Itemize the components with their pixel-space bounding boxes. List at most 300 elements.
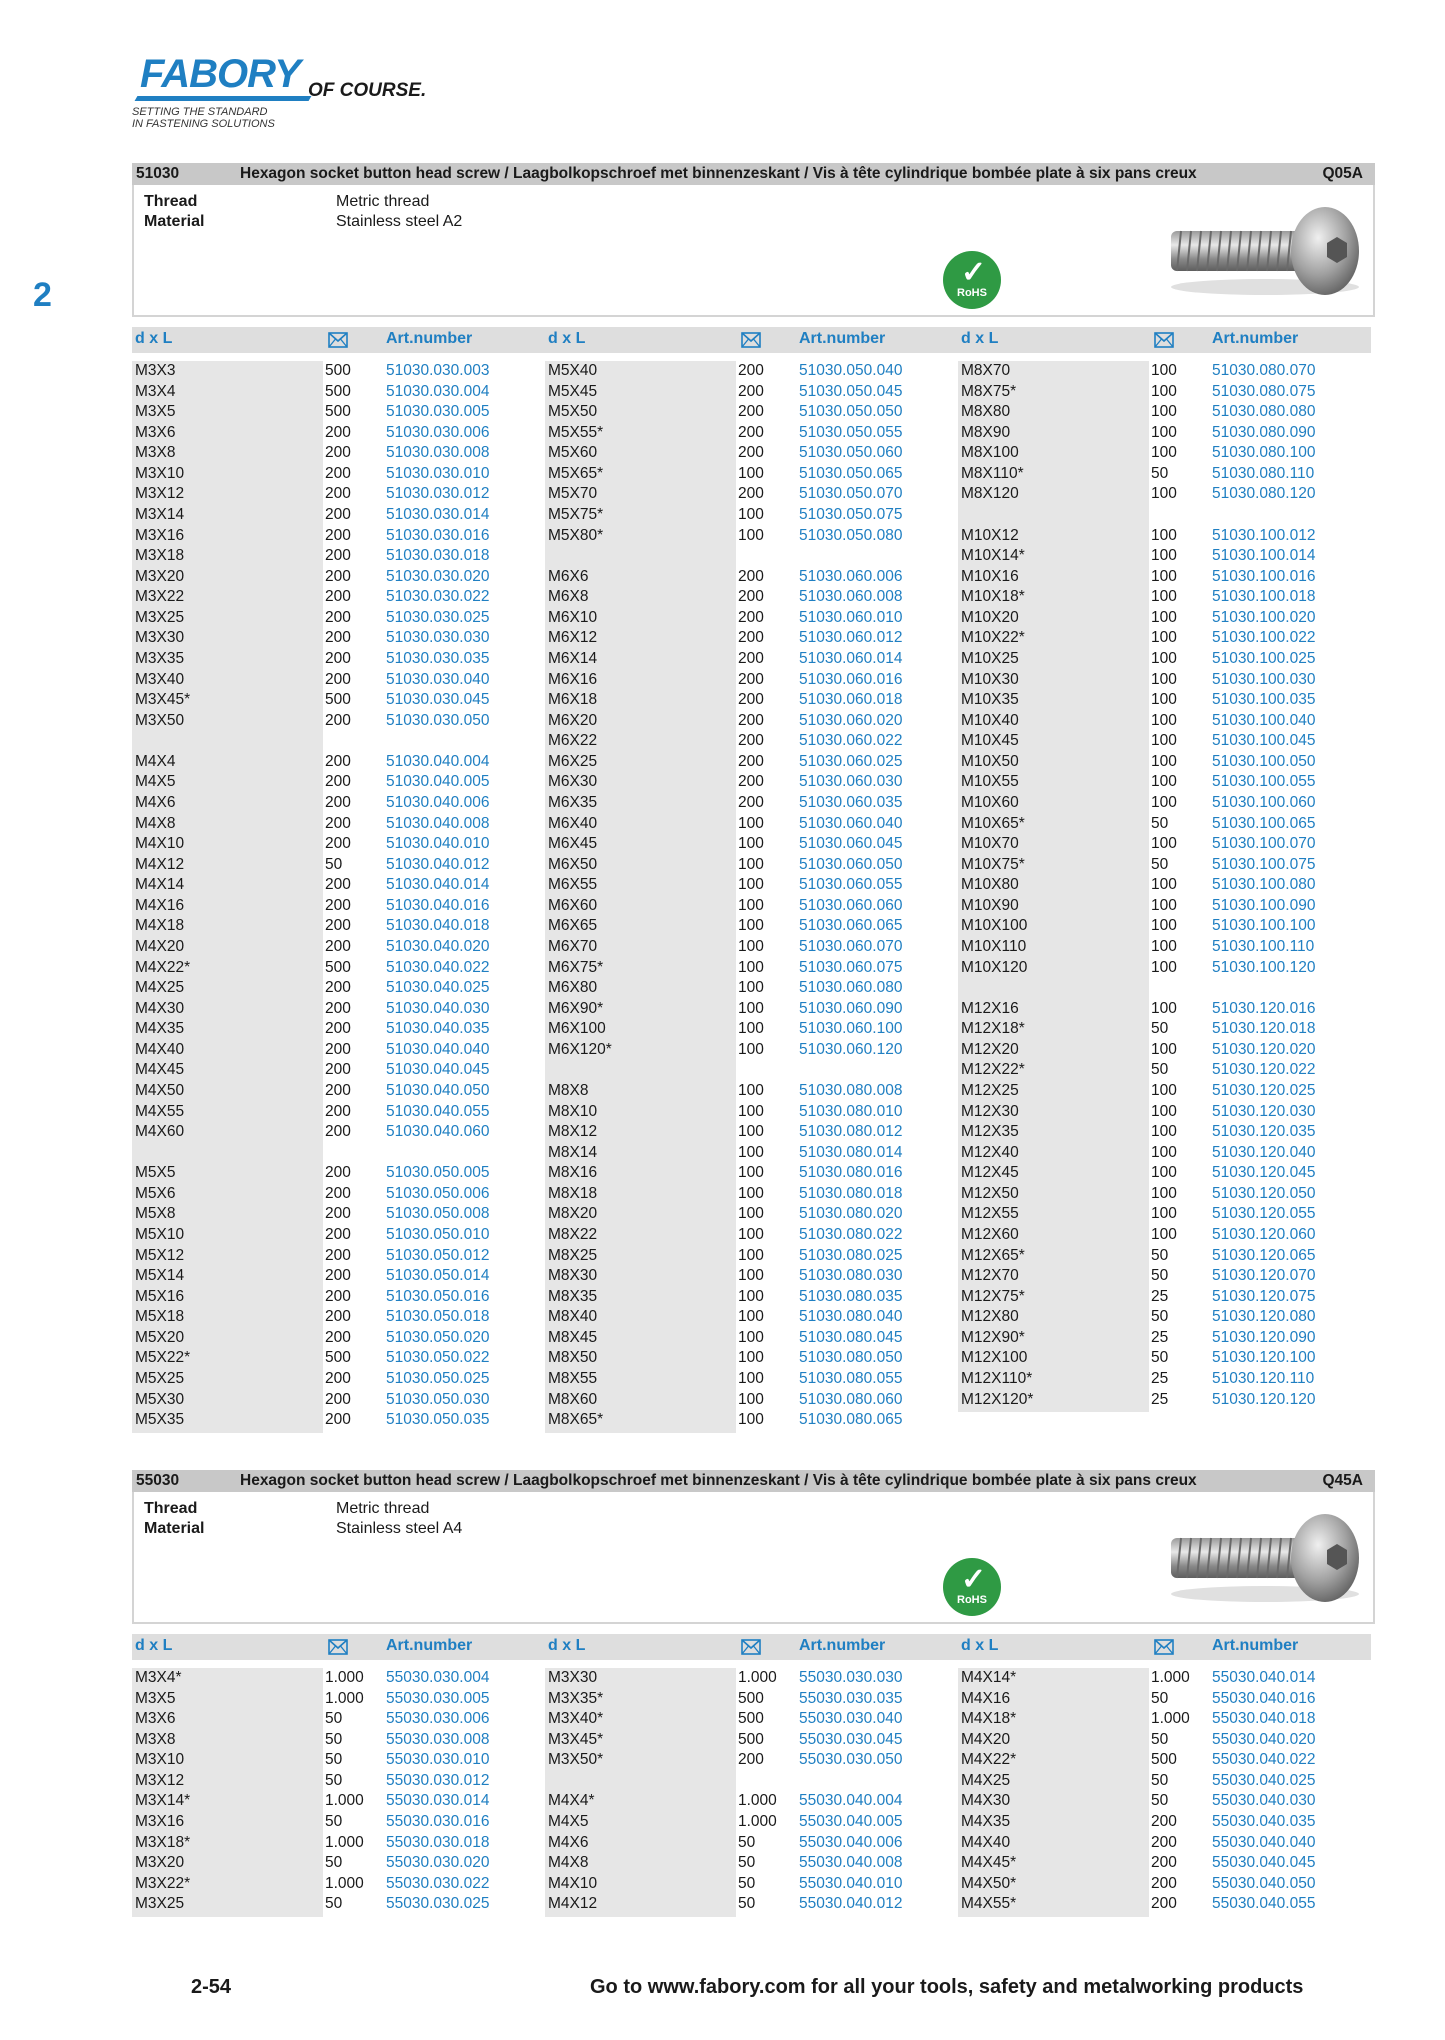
- article-number-link[interactable]: 51030.040.020: [386, 937, 490, 955]
- article-number-link[interactable]: 51030.050.022: [386, 1349, 490, 1367]
- size-dxl: M4X8: [548, 1854, 589, 1872]
- article-number-link[interactable]: 55030.040.030: [1212, 1792, 1316, 1810]
- article-number-link[interactable]: 55030.040.025: [1212, 1771, 1316, 1789]
- size-dxl: M5X55*: [548, 423, 604, 441]
- article-number-link[interactable]: 51030.040.004: [386, 752, 490, 770]
- table-row: [132, 1122, 545, 1143]
- article-number-link[interactable]: 51030.080.014: [799, 1143, 903, 1161]
- article-number-link[interactable]: 51030.120.030: [1212, 1102, 1316, 1120]
- article-number-link[interactable]: 51030.100.018: [1212, 588, 1316, 606]
- column-header: [958, 1634, 1371, 1660]
- article-number-link[interactable]: 51030.060.016: [799, 670, 903, 688]
- table-row: [132, 1791, 545, 1812]
- pack-quantity: 200: [325, 464, 351, 482]
- pack-quantity: 100: [738, 526, 764, 544]
- article-number-link[interactable]: 51030.060.022: [799, 732, 903, 750]
- pack-quantity: 100: [1151, 1102, 1177, 1120]
- table-row: [132, 1307, 545, 1328]
- article-number-link[interactable]: 51030.050.060: [799, 444, 903, 462]
- article-number-link[interactable]: 51030.040.010: [386, 835, 490, 853]
- article-number-link[interactable]: 51030.040.045: [386, 1061, 490, 1079]
- size-dxl: M5X40: [548, 362, 598, 379]
- article-number-link[interactable]: 51030.100.055: [1212, 773, 1316, 791]
- article-number-link[interactable]: 55030.040.012: [799, 1895, 903, 1913]
- article-number-link[interactable]: 51030.100.075: [1212, 855, 1316, 873]
- article-number-link[interactable]: 51030.080.055: [799, 1369, 903, 1387]
- article-number-link[interactable]: 51030.050.055: [799, 423, 903, 441]
- article-number-link[interactable]: 51030.060.120: [799, 1040, 903, 1058]
- table-row: [545, 731, 958, 752]
- article-number-link[interactable]: 51030.080.022: [799, 1225, 903, 1243]
- logo-slogan: OF COURSE.: [308, 80, 427, 101]
- article-number-link[interactable]: 55030.030.006: [386, 1710, 490, 1728]
- size-dxl: M10X70: [961, 835, 1019, 853]
- article-number-link[interactable]: 51030.100.035: [1212, 691, 1316, 709]
- article-number-link[interactable]: 51030.120.035: [1212, 1123, 1316, 1141]
- article-number-link[interactable]: 51030.080.025: [799, 1246, 903, 1264]
- article-number-link[interactable]: 51030.040.022: [386, 958, 490, 976]
- thread-label: Thread: [144, 193, 198, 210]
- article-number-link[interactable]: 51030.120.045: [1212, 1164, 1316, 1182]
- article-number-link[interactable]: 55030.030.012: [386, 1771, 490, 1789]
- article-number-link[interactable]: 51030.060.100: [799, 1020, 903, 1038]
- article-number-link[interactable]: 51030.050.018: [386, 1308, 490, 1326]
- header-dxl: d x L: [961, 1637, 999, 1654]
- article-number-link[interactable]: 51030.050.080: [799, 526, 903, 544]
- article-number-link[interactable]: 51030.060.008: [799, 588, 903, 606]
- table-row: [958, 443, 1371, 464]
- article-number-link[interactable]: 51030.120.090: [1212, 1328, 1316, 1346]
- article-number-link[interactable]: 55030.040.005: [799, 1812, 903, 1830]
- size-dxl: M10X45: [961, 732, 1019, 750]
- article-number-link[interactable]: 51030.120.018: [1212, 1020, 1316, 1038]
- size-dxl: M10X110: [961, 937, 1027, 955]
- article-number-link[interactable]: 51030.080.075: [1212, 382, 1316, 400]
- article-number-link[interactable]: 55030.030.035: [799, 1689, 903, 1707]
- table-row: [132, 937, 545, 958]
- size-dxl: M3X30: [135, 629, 185, 647]
- table-row: [132, 526, 545, 547]
- article-number-link[interactable]: 51030.040.055: [386, 1102, 490, 1120]
- pack-quantity: 200: [325, 1308, 351, 1326]
- article-number-link[interactable]: 51030.030.035: [386, 649, 490, 667]
- article-number-link[interactable]: 51030.100.120: [1212, 958, 1316, 976]
- pack-quantity: 100: [738, 1040, 764, 1058]
- size-dxl: M4X35: [135, 1020, 185, 1038]
- article-number-link[interactable]: 51030.080.012: [799, 1123, 903, 1141]
- article-number-link[interactable]: 51030.060.060: [799, 896, 903, 914]
- article-number-link[interactable]: 51030.050.025: [386, 1369, 490, 1387]
- article-number-link[interactable]: 55030.040.004: [799, 1792, 903, 1810]
- pack-quantity: 500: [325, 958, 351, 976]
- article-number-link[interactable]: 51030.040.018: [386, 917, 490, 935]
- article-number-link[interactable]: 55030.040.006: [799, 1833, 903, 1851]
- table-row: [545, 690, 958, 711]
- article-number-link[interactable]: 51030.050.014: [386, 1267, 490, 1285]
- article-number-link[interactable]: 51030.040.025: [386, 979, 490, 997]
- article-number-link[interactable]: 51030.120.022: [1212, 1061, 1316, 1079]
- size-dxl: M12X25: [961, 1081, 1019, 1099]
- pack-quantity: 200: [738, 691, 764, 709]
- size-dxl: M4X25: [961, 1771, 1011, 1789]
- pack-quantity: 100: [1151, 403, 1177, 421]
- article-number-link[interactable]: 55030.040.010: [799, 1874, 903, 1892]
- article-number-link[interactable]: 51030.030.005: [386, 403, 490, 421]
- article-number-link[interactable]: 51030.030.050: [386, 711, 490, 729]
- article-number-link[interactable]: 51030.030.012: [386, 485, 490, 503]
- article-number-link[interactable]: 51030.080.010: [799, 1102, 903, 1120]
- pack-quantity: 100: [1151, 588, 1177, 606]
- pack-quantity: 200: [325, 896, 351, 914]
- article-number-link[interactable]: 51030.100.040: [1212, 711, 1316, 729]
- pack-quantity: 200: [325, 547, 351, 565]
- table-row: [545, 505, 958, 526]
- table-row: [545, 608, 958, 629]
- article-number-link[interactable]: 55030.040.018: [1212, 1710, 1316, 1728]
- pack-quantity: 100: [738, 1123, 764, 1141]
- article-number-link[interactable]: 55030.030.005: [386, 1689, 490, 1707]
- article-number-link[interactable]: 51030.060.050: [799, 855, 903, 873]
- article-number-link[interactable]: 51030.060.070: [799, 937, 903, 955]
- article-number-link[interactable]: 51030.060.014: [799, 649, 903, 667]
- article-number-link[interactable]: 51030.080.035: [799, 1287, 903, 1305]
- size-dxl: M3X25: [135, 608, 185, 626]
- table-row: [132, 464, 545, 485]
- pack-quantity: 100: [738, 1102, 764, 1120]
- pack-quantity: 200: [325, 1061, 351, 1079]
- article-number-link[interactable]: 55030.030.008: [386, 1730, 490, 1748]
- article-number-link[interactable]: 51030.030.006: [386, 423, 490, 441]
- size-dxl: M4X40: [961, 1833, 1011, 1851]
- article-number-link[interactable]: 55030.040.022: [1212, 1751, 1316, 1769]
- article-number-link[interactable]: 51030.040.016: [386, 896, 490, 914]
- article-number-link[interactable]: 51030.100.070: [1212, 835, 1316, 853]
- pack-quantity: 100: [738, 1267, 764, 1285]
- size-dxl: M6X16: [548, 670, 598, 688]
- article-number-link[interactable]: 51030.100.050: [1212, 752, 1316, 770]
- article-number-link[interactable]: 51030.100.100: [1212, 917, 1316, 935]
- pack-quantity: 100: [738, 1164, 764, 1182]
- size-dxl: M12X80: [961, 1308, 1019, 1326]
- article-number-link[interactable]: 55030.030.004: [386, 1669, 490, 1686]
- article-number-link[interactable]: 55030.040.040: [1212, 1833, 1316, 1851]
- article-number-link[interactable]: 55030.030.040: [799, 1710, 903, 1728]
- article-number-link[interactable]: 51030.100.030: [1212, 670, 1316, 688]
- size-dxl: M5X80*: [548, 526, 604, 544]
- pack-quantity: 50: [1151, 464, 1169, 482]
- article-number-link[interactable]: 51030.100.060: [1212, 793, 1316, 811]
- size-dxl: M4X5: [548, 1812, 589, 1830]
- article-number-link[interactable]: 55030.030.045: [799, 1730, 903, 1748]
- article-number-link[interactable]: 51030.080.018: [799, 1184, 903, 1202]
- article-number-link[interactable]: 51030.050.005: [386, 1164, 490, 1182]
- size-dxl: M6X100: [548, 1020, 606, 1038]
- packaging-quantity-icon: [741, 332, 761, 353]
- pack-quantity: 100: [1151, 382, 1177, 400]
- size-dxl: M8X10: [548, 1102, 598, 1120]
- article-number-link[interactable]: 51030.120.110: [1212, 1369, 1315, 1387]
- table-row: [958, 587, 1371, 608]
- article-number-link[interactable]: 55030.030.014: [386, 1792, 490, 1810]
- article-number-link[interactable]: 51030.030.045: [386, 691, 490, 709]
- article-number-link[interactable]: 51030.080.030: [799, 1267, 903, 1285]
- table-row: [958, 649, 1371, 670]
- table-row: [132, 443, 545, 464]
- article-number-link[interactable]: 51030.080.065: [799, 1411, 903, 1429]
- article-number-link[interactable]: 51030.120.060: [1212, 1225, 1316, 1243]
- article-number-link[interactable]: 51030.050.010: [386, 1225, 490, 1243]
- article-number-link[interactable]: 55030.040.020: [1212, 1730, 1316, 1748]
- size-dxl: M10X12: [961, 526, 1019, 544]
- article-number-link[interactable]: 51030.030.010: [386, 464, 490, 482]
- pack-quantity: 100: [1151, 1123, 1177, 1141]
- pack-quantity: 200: [325, 814, 351, 832]
- pack-quantity: 50: [325, 1812, 343, 1830]
- size-dxl: M6X8: [548, 588, 589, 606]
- table-row: [958, 1709, 1371, 1730]
- article-number-link[interactable]: 51030.060.018: [799, 691, 903, 709]
- size-dxl: M3X40*: [548, 1710, 604, 1728]
- article-number-link[interactable]: 51030.060.010: [799, 608, 903, 626]
- article-number-link[interactable]: 51030.100.022: [1212, 629, 1316, 647]
- article-number-link[interactable]: 51030.030.003: [386, 362, 490, 379]
- article-number-link[interactable]: 51030.080.040: [799, 1308, 903, 1326]
- article-number-link[interactable]: 51030.050.075: [799, 505, 903, 523]
- size-dxl: M4X55*: [961, 1895, 1017, 1913]
- article-number-link[interactable]: 51030.100.045: [1212, 732, 1316, 750]
- article-number-link[interactable]: 51030.080.016: [799, 1164, 903, 1182]
- article-number-link[interactable]: 51030.040.035: [386, 1020, 490, 1038]
- pack-quantity: 200: [738, 382, 764, 400]
- article-number-link[interactable]: 51030.060.055: [799, 876, 903, 894]
- article-number-link[interactable]: 51030.120.050: [1212, 1184, 1316, 1202]
- article-number-link[interactable]: 51030.030.016: [386, 526, 490, 544]
- article-number-link[interactable]: 51030.100.110: [1212, 937, 1315, 955]
- size-dxl: M3X14*: [135, 1792, 191, 1810]
- table-row: [545, 526, 958, 547]
- table-row: [132, 793, 545, 814]
- size-dxl: M12X70: [961, 1267, 1019, 1285]
- article-number-link[interactable]: 51030.030.014: [386, 505, 490, 523]
- pack-quantity: 100: [1151, 547, 1177, 565]
- article-number-link[interactable]: 51030.030.022: [386, 588, 490, 606]
- pack-quantity: 100: [1151, 649, 1177, 667]
- pack-quantity: 200: [738, 485, 764, 503]
- article-number-link[interactable]: 55030.040.055: [1212, 1895, 1316, 1913]
- size-dxl: M8X20: [548, 1205, 598, 1223]
- article-number-link[interactable]: 51030.050.050: [799, 403, 903, 421]
- article-number-link[interactable]: 51030.120.070: [1212, 1267, 1316, 1285]
- article-number-link[interactable]: 51030.080.120: [1212, 485, 1316, 503]
- article-number-link[interactable]: 51030.050.012: [386, 1246, 490, 1264]
- article-number-link[interactable]: 51030.060.080: [799, 979, 903, 997]
- article-number-link[interactable]: 51030.030.004: [386, 382, 490, 400]
- article-number-link[interactable]: 51030.060.025: [799, 752, 903, 770]
- article-number-link[interactable]: 51030.050.045: [799, 382, 903, 400]
- article-number-link[interactable]: 51030.080.045: [799, 1328, 903, 1346]
- article-number-link[interactable]: 51030.060.030: [799, 773, 903, 791]
- article-number-link[interactable]: 51030.030.018: [386, 547, 490, 565]
- table-row: [545, 1019, 958, 1040]
- article-number-link[interactable]: 55030.030.018: [386, 1833, 490, 1851]
- pack-quantity: 100: [738, 1411, 764, 1429]
- size-table: [132, 327, 1375, 1431]
- article-number-link[interactable]: 51030.050.006: [386, 1184, 490, 1202]
- table-row: [545, 567, 958, 588]
- pack-quantity: 100: [1151, 691, 1177, 709]
- pack-quantity: 100: [1151, 423, 1177, 441]
- article-number-link[interactable]: 55030.040.014: [1212, 1669, 1316, 1686]
- pack-quantity: 200: [325, 1102, 351, 1120]
- article-number-link[interactable]: 51030.120.055: [1212, 1205, 1316, 1223]
- article-number-link[interactable]: 51030.030.030: [386, 629, 490, 647]
- article-number-link[interactable]: 51030.030.008: [386, 444, 490, 462]
- article-number-link[interactable]: 51030.040.012: [386, 855, 490, 873]
- size-dxl: M10X35: [961, 691, 1019, 709]
- article-number-link[interactable]: 55030.030.010: [386, 1751, 490, 1769]
- article-number-link[interactable]: 51030.060.090: [799, 999, 903, 1017]
- pack-quantity: 100: [738, 1225, 764, 1243]
- article-number-link[interactable]: 51030.040.005: [386, 773, 490, 791]
- article-number-link[interactable]: 51030.040.014: [386, 876, 490, 894]
- article-number-link[interactable]: 51030.060.035: [799, 793, 903, 811]
- size-dxl: M3X16: [135, 1812, 185, 1830]
- pack-quantity: 200: [325, 999, 351, 1017]
- article-number-link[interactable]: 51030.080.080: [1212, 403, 1316, 421]
- article-number-link[interactable]: 51030.060.045: [799, 835, 903, 853]
- article-number-link[interactable]: 55030.030.022: [386, 1874, 490, 1892]
- article-number-link[interactable]: 51030.060.012: [799, 629, 903, 647]
- article-number-link[interactable]: 51030.100.020: [1212, 608, 1316, 626]
- product-section-51030: [132, 163, 1375, 1431]
- article-number-link[interactable]: 55030.030.016: [386, 1812, 490, 1830]
- article-number-link[interactable]: 55030.030.030: [799, 1669, 903, 1686]
- article-number-link[interactable]: 51030.100.014: [1212, 547, 1316, 565]
- pack-quantity: 100: [738, 1328, 764, 1346]
- size-dxl: M10X16: [961, 567, 1019, 585]
- article-number-link[interactable]: 51030.080.050: [799, 1349, 903, 1367]
- article-number-link[interactable]: 51030.060.065: [799, 917, 903, 935]
- article-code: 55030: [136, 1472, 180, 1489]
- table-row: [132, 1019, 545, 1040]
- table-row: [545, 1750, 958, 1771]
- article-number-link[interactable]: 51030.120.020: [1212, 1040, 1316, 1058]
- size-dxl: M4X20: [135, 937, 185, 955]
- article-number-link[interactable]: 51030.080.060: [799, 1390, 903, 1408]
- article-number-link[interactable]: 51030.040.006: [386, 793, 490, 811]
- article-number-link[interactable]: 51030.060.006: [799, 567, 903, 585]
- table-row: [958, 834, 1371, 855]
- article-number-link[interactable]: 51030.060.075: [799, 958, 903, 976]
- article-number-link[interactable]: 51030.120.100: [1212, 1349, 1316, 1367]
- article-number-link[interactable]: 51030.050.030: [386, 1390, 490, 1408]
- article-number-link[interactable]: 51030.100.016: [1212, 567, 1316, 585]
- article-number-link[interactable]: 51030.060.020: [799, 711, 903, 729]
- article-number-link[interactable]: 51030.080.090: [1212, 423, 1316, 441]
- article-number-link[interactable]: 55030.030.020: [386, 1854, 490, 1872]
- article-number-link[interactable]: 51030.040.050: [386, 1081, 490, 1099]
- article-number-link[interactable]: 51030.100.090: [1212, 896, 1316, 914]
- packaging-quantity-icon: [328, 1639, 348, 1660]
- table-row: [132, 814, 545, 835]
- article-number-link[interactable]: 51030.080.110: [1212, 464, 1315, 482]
- article-number-link[interactable]: 51030.120.120: [1212, 1390, 1316, 1408]
- article-number-link[interactable]: 51030.100.025: [1212, 649, 1316, 667]
- table-row: [958, 1750, 1371, 1771]
- article-number-link[interactable]: 51030.050.020: [386, 1328, 490, 1346]
- table-row: [132, 978, 545, 999]
- table-row: [132, 690, 545, 711]
- size-dxl: M12X60: [961, 1225, 1019, 1243]
- pack-quantity: 100: [738, 835, 764, 853]
- size-dxl: M5X10: [135, 1225, 185, 1243]
- article-number-link[interactable]: 51030.040.008: [386, 814, 490, 832]
- article-number-link[interactable]: 51030.050.035: [386, 1411, 490, 1429]
- pack-quantity: 100: [1151, 362, 1177, 379]
- article-number-link[interactable]: 51030.030.025: [386, 608, 490, 626]
- article-number-link[interactable]: 51030.030.040: [386, 670, 490, 688]
- article-number-link[interactable]: 55030.030.025: [386, 1895, 490, 1913]
- article-number-link[interactable]: 51030.040.030: [386, 999, 490, 1017]
- article-number-link[interactable]: 51030.030.020: [386, 567, 490, 585]
- table-row: [545, 1730, 958, 1751]
- article-number-link[interactable]: 51030.040.060: [386, 1123, 490, 1141]
- article-number-link[interactable]: 55030.040.016: [1212, 1689, 1316, 1707]
- article-number-link[interactable]: 51030.080.008: [799, 1081, 903, 1099]
- article-number-link[interactable]: 51030.100.080: [1212, 876, 1316, 894]
- article-number-link[interactable]: 51030.050.040: [799, 362, 903, 379]
- article-number-link[interactable]: 51030.120.016: [1212, 999, 1316, 1017]
- table-row: [958, 546, 1371, 567]
- pack-quantity: 100: [1151, 1164, 1177, 1182]
- pack-quantity: 100: [738, 1246, 764, 1264]
- pack-quantity: 50: [325, 1710, 343, 1728]
- size-dxl: M12X40: [961, 1143, 1019, 1161]
- article-number-link[interactable]: 55030.040.035: [1212, 1812, 1316, 1830]
- size-dxl: M5X14: [135, 1267, 185, 1285]
- size-dxl: M6X90*: [548, 999, 604, 1017]
- article-number-link[interactable]: 51030.120.065: [1212, 1246, 1316, 1264]
- article-number-link[interactable]: 51030.100.065: [1212, 814, 1316, 832]
- table-row: [958, 999, 1371, 1020]
- article-number-link[interactable]: 51030.080.020: [799, 1205, 903, 1223]
- size-dxl: M6X45: [548, 835, 598, 853]
- article-number-link[interactable]: 51030.050.065: [799, 464, 903, 482]
- article-number-link[interactable]: 51030.120.075: [1212, 1287, 1316, 1305]
- pack-quantity: 100: [738, 979, 764, 997]
- pack-quantity: 1.000: [325, 1669, 364, 1686]
- article-number-link[interactable]: 51030.080.070: [1212, 362, 1316, 379]
- article-number-link[interactable]: 51030.100.012: [1212, 526, 1316, 544]
- article-number-link[interactable]: 51030.120.080: [1212, 1308, 1316, 1326]
- article-number-link[interactable]: 55030.030.050: [799, 1751, 903, 1769]
- article-number-link[interactable]: 51030.040.040: [386, 1040, 490, 1058]
- article-number-link[interactable]: 55030.040.008: [799, 1854, 903, 1872]
- article-number-link[interactable]: 55030.040.045: [1212, 1854, 1316, 1872]
- article-number-link[interactable]: 51030.050.016: [386, 1287, 490, 1305]
- pack-quantity: 100: [1151, 485, 1177, 503]
- table-row: [132, 1874, 545, 1895]
- article-number-link[interactable]: 55030.040.050: [1212, 1874, 1316, 1892]
- article-number-link[interactable]: 51030.050.008: [386, 1205, 490, 1223]
- article-number-link[interactable]: 51030.050.070: [799, 485, 903, 503]
- article-number-link[interactable]: 51030.120.025: [1212, 1081, 1316, 1099]
- pack-quantity: 100: [1151, 937, 1177, 955]
- pack-quantity: 200: [325, 1390, 351, 1408]
- article-number-link[interactable]: 51030.060.040: [799, 814, 903, 832]
- article-number-link[interactable]: 51030.120.040: [1212, 1143, 1316, 1161]
- article-number-link[interactable]: 51030.080.100: [1212, 444, 1316, 462]
